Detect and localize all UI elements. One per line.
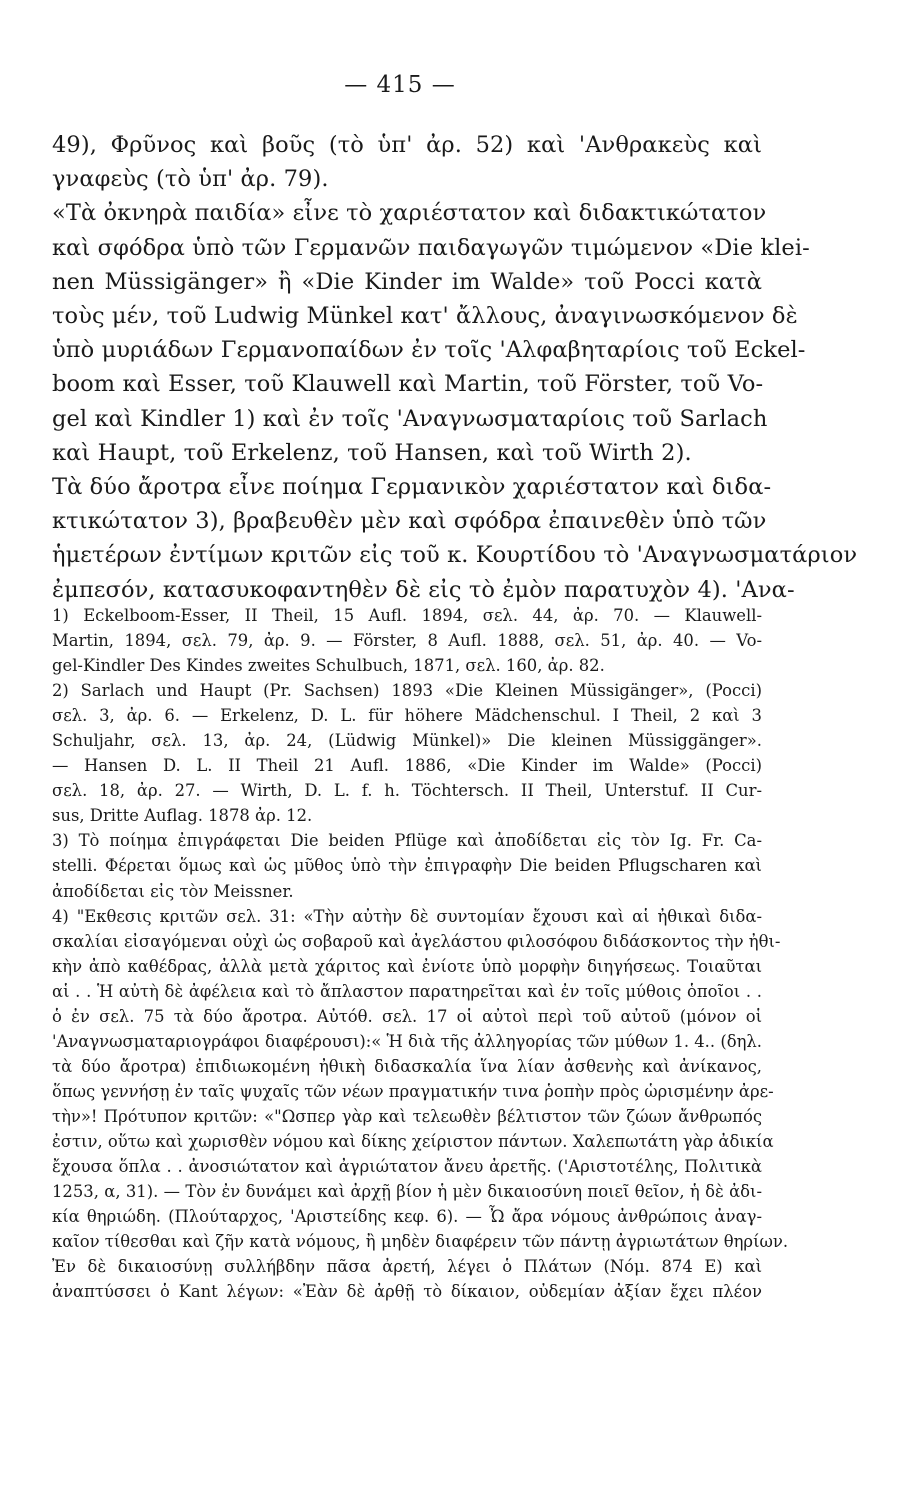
footnote-line: ἐστιν, οὕτω καὶ χωρισθὲν νόμου καὶ δίκης χείριστον πάντων. Χαλεπωτάτη γὰρ ἀδικία xyxy=(52,1131,774,1151)
text-line: καὶ σφόδρα ὑπὸ τῶν Γερμανῶν παιδαγωγῶν τιμώμενον «Die klei- xyxy=(52,234,810,261)
footnote-line: τὰ δύο ἄροτρα) ἐπιδιωκομένη ἠθικὴ διδασκαλία ἵνα λίαν ἀσθενὴς καὶ ἀνίκανος, xyxy=(52,1056,762,1076)
footnote-line: 3) Τὸ ποίημα ἐπιγράφεται Die beiden Pflüge καὶ ἀποδίδεται εἰς τὸν Ig. Fr. Ca- xyxy=(52,831,762,851)
text-line: nen Müssigänger» ἢ «Die Kinder im Walde» τοῦ Pocci κατὰ xyxy=(52,268,762,295)
footnote-line: σελ. 18, ἀρ. 27. — Wirth, D. L. f. h. Töchtersch. II Theil, Unterstuf. II Cur- xyxy=(52,781,762,801)
footnote-line: 1253, α, 31). — Τὸν ἐν δυνάμει καὶ ἀρχῇ βίον ἡ μὲν δικαιοσύνη ποιεῖ θεῖον, ἡ δὲ ἀδι- xyxy=(52,1182,762,1202)
footnote-line: stelli. Φέρεται ὅμως καὶ ὡς μῦθος ὑπὸ τὴν ἐπιγραφὴν Die beiden Pflugscharen καὶ xyxy=(52,856,762,876)
footnote-line: τὴν»! Πρότυπον κριτῶν: «"Ωσπερ γὰρ καὶ τελεωθὲν βέλτιστον τῶν ζώων ἄνθρωπός xyxy=(52,1106,762,1126)
footnote-line: κία θηριώδη. (Πλούταρχος, 'Αριστείδης κεφ. 6). — Ὦ ἄρα νόμους ἀνθρώποις ἀναγ- xyxy=(52,1207,762,1227)
footnote-line: Schuljahr, σελ. 13, ἀρ. 24, (Lüdwig Münkel)» Die kleinen Müssiggänger». xyxy=(52,731,762,751)
footnote-line: 4) "Εκθεσις κριτῶν σελ. 31: «Τὴν αὐτὴν δὲ συντομίαν ἔχουσι καὶ αἱ ἠθικαὶ διδα- xyxy=(52,906,762,926)
footnote-line: 1) Eckelboom-Esser, II Theil, 15 Aufl. 1894, σελ. 44, ἀρ. 70. — Klauwell- xyxy=(52,606,762,625)
footnotes xyxy=(52,603,789,1304)
text-line: Τὰ δύο ἄροτρα εἶνε ποίημα Γερμανικὸν χαριέστατον καὶ διδα- xyxy=(52,474,772,501)
footnote-line: καῖον τίθεσθαι καὶ ζῆν κατὰ νόμους, ἢ μηδὲν διαφέρειν τῶν πάντῃ ἀγριωτάτων θηρίων. xyxy=(52,1232,789,1252)
footnote-line: αἱ . . Ἡ αὐτὴ δὲ ἀφέλεια καὶ τὸ ἄπλαστον παρατηρεῖται καὶ ἐν τοῖς μύθοις ὁποῖοι . . xyxy=(52,981,762,1001)
text-line: ὑπὸ μυριάδων Γερμανοπαίδων ἐν τοῖς 'Αλφαβηταρίοις τοῦ Eckel- xyxy=(52,337,806,364)
footnote-line: ὅπως γεννήσῃ ἐν ταῖς ψυχαῖς τῶν νέων πραγματικήν τινα ῥοπὴν πρὸς ὡρισμένην ἀρε- xyxy=(52,1081,774,1101)
footnote-line: sus, Dritte Auflag. 1878 ἀρ. 12. xyxy=(52,806,313,826)
footnote-line: 2) Sarlach und Haupt (Pr. Sachsen) 1893 «Die Kleinen Müssigänger», (Pocci) xyxy=(52,681,762,701)
footnote-line: Martin, 1894, σελ. 79, ἀρ. 9. — Förster, 8 Aufl. 1888, σελ. 51, ἀρ. 40. — Vo- xyxy=(52,631,762,651)
text-line: κτικώτατον 3), βραβευθὲν μὲν καὶ σφόδρα ἐπαινεθὲν ὑπὸ τῶν xyxy=(52,508,767,535)
footnote-line: — Hansen D. L. II Theil 21 Aufl. 1886, «Die Kinder im Walde» (Pocci) xyxy=(52,756,762,776)
text-line: γναφεὺς (τὸ ὑπ' ἀρ. 79). xyxy=(52,166,329,193)
text-line: ἐμπεσόν, κατασυκοφαντηθὲν δὲ εἰς τὸ ἐμὸν παρατυχὸν 4). 'Ανα- xyxy=(52,576,795,603)
main-text xyxy=(52,128,858,607)
footnote-line: ἀποδίδεται εἰς τὸν Meissner. xyxy=(52,881,294,901)
footnote-line: σελ. 3, ἀρ. 6. — Erkelenz, D. L. für höhere Mädchenschul. I Theil, 2 καὶ 3 xyxy=(52,706,762,726)
footnote-line: σκαλίαι εἰσαγόμεναι οὐχὶ ὡς σοβαροῦ καὶ ἀγελάστου φιλοσόφου διδάσκοντος τὴν ἠθι- xyxy=(52,931,781,951)
footnote-line: 'Αναγνωσματαριογράφοι διαφέρουσι):« Ἡ διὰ τῆς ἀλληγορίας τῶν μύθων 1. 4.. (δηλ. xyxy=(52,1031,762,1051)
footnote-line: ἀναπτύσσει ὁ Kant λέγων: «Ἐὰν δὲ ἀρθῇ τὸ δίκαιον, οὐδεμίαν ἀξίαν ἔχει πλέον xyxy=(52,1282,762,1302)
text-line: τοὺς μέν, τοῦ Ludwig Münkel κατ' ἄλλους, ἀναγινωσκόμενον δὲ xyxy=(52,303,798,330)
text-line: boom καὶ Esser, τοῦ Klauwell καὶ Martin, τοῦ Förster, τοῦ Vo- xyxy=(52,371,764,398)
text-line: «Τὰ ὀκνηρὰ παιδία» εἶνε τὸ χαριέστατον καὶ διδακτικώτατον xyxy=(52,200,767,227)
footnote-line: κὴν ἀπὸ καθέδρας, ἀλλὰ μετὰ χάριτος καὶ ἐνίοτε ὑπὸ μορφὴν διηγήσεως. Τοιαῦται xyxy=(52,956,762,976)
footnote-line: ὁ ἐν σελ. 75 τὰ δύο ἄροτρα. Αὐτόθ. σελ. 17 οἱ αὐτοὶ περὶ τοῦ αὐτοῦ (μόνον οἱ xyxy=(52,1006,762,1026)
text-line: καὶ Haupt, τοῦ Erkelenz, τοῦ Hansen, καὶ τοῦ Wirth 2). xyxy=(52,439,692,466)
footnote-line: gel-Kindler Des Kindes zweites Schulbuch, 1871, σελ. 160, ἀρ. 82. xyxy=(52,656,605,676)
page-number: — 415 — xyxy=(344,72,456,98)
footnote-line: Ἐν δὲ δικαιοσύνῃ συλλήβδην πᾶσα ἀρετή, λέγει ὁ Πλάτων (Νόμ. 874 Ε) καὶ xyxy=(52,1257,762,1277)
footnote-line: ἔχουσα ὅπλα . . ἀνοσιώτατον καὶ ἀγριώτατον ἄνευ ἀρετῆς. ('Αριστοτέλης, Πολιτικὰ xyxy=(52,1157,762,1177)
text-line: gel καὶ Kindler 1) καὶ ἐν τοῖς 'Αναγνωσματαρίοις τοῦ Sarlach xyxy=(52,405,768,432)
text-line: 49), Φρῦνος καὶ βοῦς (τὸ ὑπ' ἀρ. 52) καὶ 'Ανθρακεὺς καὶ xyxy=(52,132,762,158)
text-line: ἡμετέρων ἐντίμων κριτῶν εἰς τοῦ κ. Κουρτίδου τὸ 'Αναγνωσματάριον xyxy=(52,542,858,569)
